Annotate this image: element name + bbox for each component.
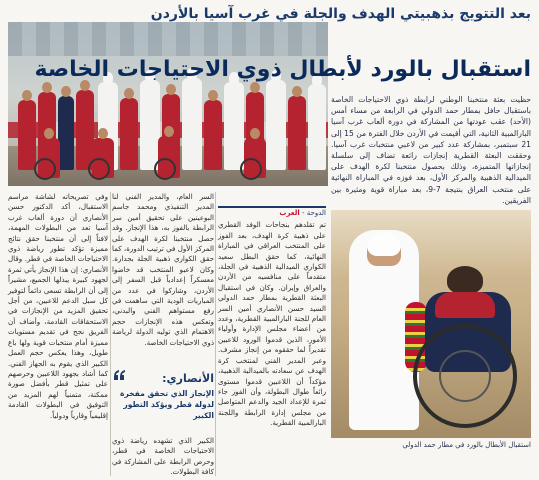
- photo-caption: استقبال الأبطال بالورد في مطار حمد الدولي: [402, 441, 531, 449]
- column-divider: [215, 192, 216, 476]
- source-label: الدوحة -: [302, 209, 326, 217]
- headline: استقبال بالورد لأبطال ذوي الاحتياجات الخاصة: [34, 57, 531, 82]
- article-column-1: [218, 208, 326, 476]
- article-column-2-continued: الكبير الذي تشهده رياضة ذوي الاحتياجات الخاصة في قطر، وحرص الرابطة على المشاركة في كافة البطولات.: [112, 436, 214, 477]
- article-column-3: وفي تصريحاته لشاشة مراسم الاستقبال، أكد الدكتور حسن الأنصاري أن دورة ألعاب غرب آسيا تعد من البطولات المهمة، لافتاً إلى أن منتخبنا حقق نتائج مميزة تؤكد تطور رياضة ذوي الاحتياجات الخاصة في قطر. وقال الأنصاري: إن هذا الإنجاز يأتي ثمرة لجهود كبيرة يبذلها الجميع، مشيراً إلى أن الرابطة تسعى دائماً لتوفير كل سبل الدعم للاعبين، من أجل تحقيق المزيد من الإنجازات في الاستحقاقات القادمة، وأضاف أن الفريق نجح في تقديم مستويات مميزة أمام منتخبات قوية ولها باع طويل، وهذا يعكس حجم العمل الكبير الذي يقوم به الجهاز الفني. كما أشاد بجهود اللاعبين وحرصهم على تمثيل قطر بأفضل صورة ممكنة، متمنياً لهم المزيد من التوفيق في البطولات القادمة إقليمياً وقارياً ودولياً.: [8, 192, 108, 420]
- welcome-photo: [331, 210, 531, 438]
- article-column-2: السر العام، والمدير الفني لنا المدير التنفيذي ومحمد جاسم البوعينين على تحقيق أمين سر الرابطة بالفوز به، هذا الإنجاز. وقد حصل منتخبنا لكرة الهدف على المركز الأول في ترتيب الدورة، كما حقق الكواري ذهبية الجلة بجدارة. وكان لاعبو المنتخب قد خاضوا معسكراً إعدادياً قبل السفر إلى الأردن، وشاركوا في عدد من المباريات الودية التي ساهمت في رفع مستواهم الفني والبدني، وتعكس هذه الإنجازات حجم الاهتمام الذي توليه الدولة لرياضة ذوي الاحتياجات الخاصة.: [112, 192, 214, 347]
- quote-speaker: الأنصاري:: [162, 372, 214, 385]
- lead-paragraph: حظيت بعثة منتخبنا الوطني لرابطة ذوي الاحتياجات الخاصة باستقبال حافل بمطار حمد الدولي في الرابعة من مساء أمس (الأحد) عقب عودتها من المشاركة في دورة ألعاب غرب آسيا البارالمبية الثانية، التي أقيمت في الأردن خلال الفترة من 15 إلى 21 سبتمبر، بمشاركة عدد كبير من لاعبي منتخبات غرب آسيا. وحققت البعثة القطرية إنجازات رائعة تضاف إلى سلسلة إنجازاتها المتميزة، وذلك بحصول منتخبنا لكرة الهدف على الميدالية الذهبية والمركز الأول، بعد فوزه في المباراة النهائية على منتخب العراق بنتيجة 7-9، بعد مباراة قوية ومثيرة بين الفريقين.: [331, 95, 532, 205]
- source-line: [218, 208, 326, 218]
- source-name: العرب: [279, 209, 300, 217]
- article-body-1: تم تقلدهم بنجاحات الوفد القطري على ذهبية كرة الهدف، بعد الفوز على المنتخب العراقي في المباراة النهائية، كما حقق البطل سعيد الكواري الميدالية الذهبية في الجلة، متقدماً على منافسيه من الأردن والعراق وإيران. وكان في استقبال البعثة القطرية بمطار حمد الدولي السيد حسن الأنصاري أمين السر العام للجنة البارالمبية القطرية، وعدد من أعضاء مجلس الإدارة وأولياء الأمور، الذين قدموا الورود للاعبين تقديراً لما حققوه من إنجاز مشرف. وعبر المدير الفني لمنتخب كرة الهدف عن سعادته بالميدالية الذهبية، مؤكداً أن اللاعبين قدموا مستوى رائعاً طوال البطولة، وأن الفوز جاء ثمرة للإعداد الجيد والدعم المتواصل من مجلس إدارة الرابطة واللجنة البارالمبية القطرية.: [218, 220, 326, 428]
- team-group-photo: [8, 22, 328, 186]
- pull-quote: [112, 372, 214, 432]
- quote-text: الإنجاز الذي تحقق مفخرة لدولة قطر ويؤكد التطور الكبير: [119, 389, 214, 420]
- kicker: بعد التتويج بذهبيتي الهدف والجلة في غرب آسيا بالأردن: [150, 6, 531, 22]
- column-divider: [110, 192, 111, 476]
